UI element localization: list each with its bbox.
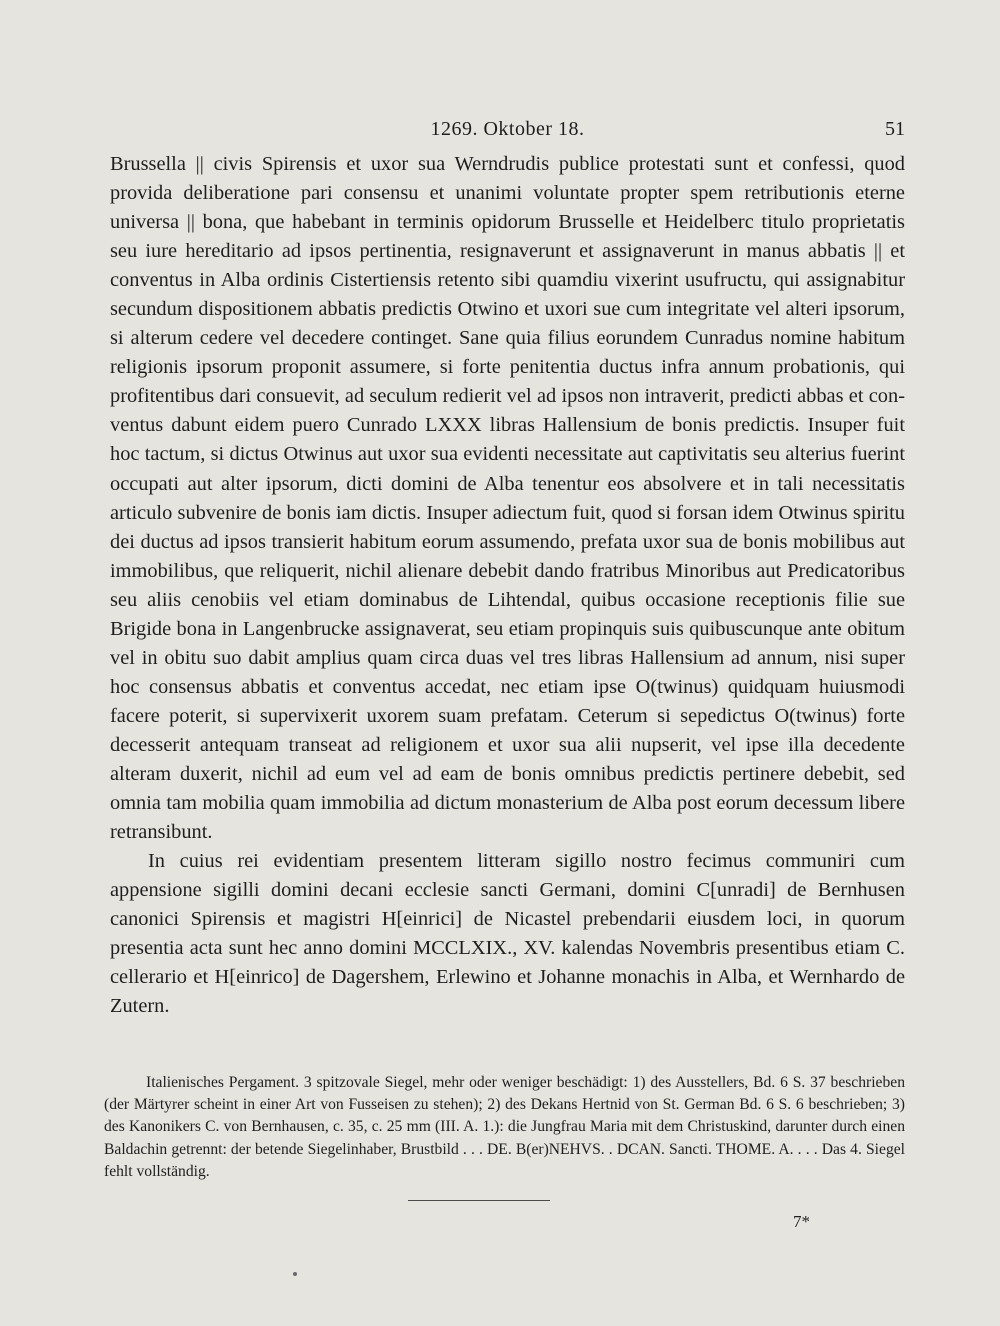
paper-speck [293,1272,297,1276]
page-number: 51 [885,118,905,140]
footnote [104,1072,905,1183]
paragraph-2: In cuius rei evidentiam presentem litteram sigillo nostro fecimus communiri cum appensione sigilli domini decani ecclesie sancti Germani, domini C[unradi] de Bernhusen canonici Spirensis et magistri H[einrici] de Nicastel prebendarii eiusdem loci, in quorum presentia acta sunt hec anno domini MCCLXIX., XV. kalendas Novembris presentibus etiam C. cellerario et H[einrico] de Dagershem, Erlewino et Johanne monachis in Alba, et Wernhardo de Zutern. [110,850,905,1018]
running-head [110,118,905,146]
body-text [110,150,905,1021]
footnote-text: Italienisches Pergament. 3 spitzovale Siegel, mehr oder weniger beschädigt: 1) des Ausstellers, Bd. 6 S. 37 beschrieben (der Märtyrer scheint in einer Art von Fusseisen zu stehen); 2) des Dekans Hertnid von St. German Bd. 6 S. 6 beschrieben; 3) des Kanonikers C. von Bernhausen, c. 35, c. 25 mm (III. A. 1.): die Jungfrau Maria mit dem Christuskind, darunter durch einen Baldachin getrennt: der betende Siegelinhaber, Brustbild . . . DE. B(er)NEHVS. . DCAN. Sancti. THOME. A. . . . Das 4. Siegel fehlt vollständig. [104,1074,905,1180]
paragraph-1: Brussella || civis Spirensis et uxor sua Werndrudis publice protestati sunt et confessi, quod provida deliberatione pari consensu et unanimi voluntate propter spem retributionis eterne universa || bona, que habebant in terminis opidorum Brusselle et Heidelberc titulo proprietatis seu iure hereditario ad ipsos pertinentia, resignaverunt et assignaverunt in manus abbatis || et conventus in Alba ordinis Cistertiensis retento sibi quamdiu vixerint usufructu, qui assignabitur secundum dispositionem abbatis predictis Otwino et uxori sue cum integritate vel alteri ipsorum, si alterum cedere vel decedere continget. Sane quia filius eorundem Cunradus nomine habitum religionis ipsorum proponit assumere, si forte penitentia ductus infra annum probationis, qui profitentibus dari consuevit, ad seculum redierit vel ad ipsos non intraverit, predicti abbas et conventus dabunt eidem puero Cunrado LXXX libras Hallensium de bonis predictis. Insuper fuit hoc tactum, si dictus Otwinus aut uxor sua evidenti necessitate aut captivitatis seu alterius fuerint occupati aut alter ipsorum, dicti domini de Alba tenentur eos absolvere et in tali necessitatis articulo subvenire de bonis iam dictis. Insuper adiectum fuit, quod si forsan idem Otwinus spiritu dei ductus ad ipsos transierit habitum eorum assumendo, prefata uxor sua de bonis mobilibus aut immobilibus, que reliquerit, nichil alienare debebit dando fratribus Minoribus aut Predicatoribus seu aliis cenobiis vel etiam dominabus de Lihtendal, quibus occasione receptionis filie sue Brigide bona in Langenbrucke assignaverat, seu etiam propinquis suis quibuscunque ante obitum vel in obitu suo dabit amplius quam circa duas vel tres libras Hallensium ad annum, nisi super hoc consensus abbatis et conventus accedat, nec etiam ipse O(twinus) quidquam huiusmodi facere poterit, si supervixerit uxorem suam prefatam. Ceterum si sepedictus O(twinus) forte decesserit antequam transeat ad religionem et uxor sua alii nupserit, vel ipse illa decedente alteram duxerit, nichil ad eum vel ad eam de bonis omnibus predictis pertinere debebit, sed omnia tam mobilia quam immobilia ad dictum monasterium de Alba post eorum decessum libere retransibunt. [110,153,905,844]
printer-signature: 7* [793,1212,810,1231]
footnote-rule [408,1200,550,1201]
page-title: 1269. Oktober 18. [430,118,585,140]
